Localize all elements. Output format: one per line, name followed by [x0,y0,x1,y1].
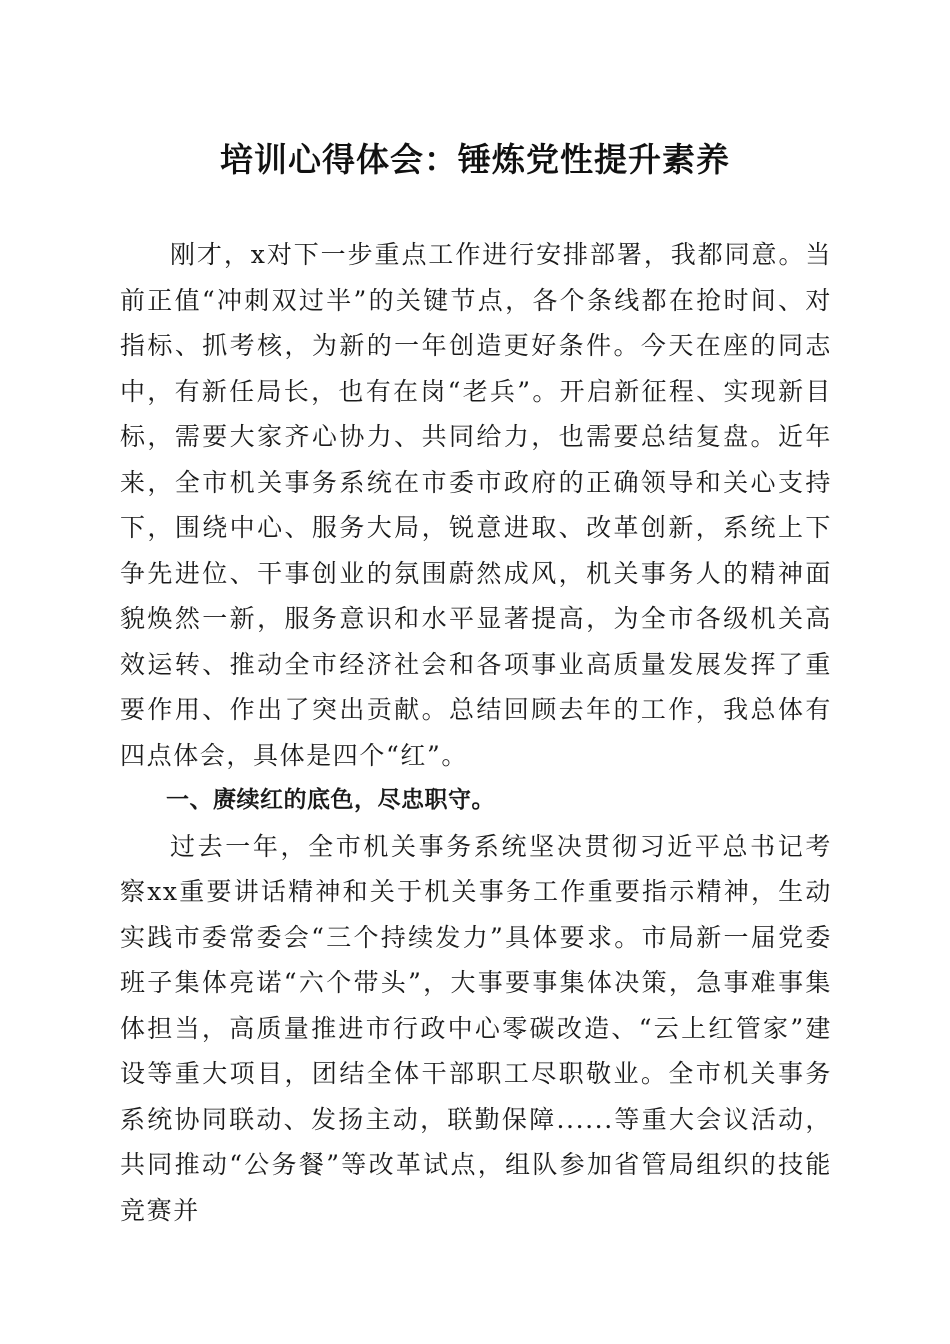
intro-paragraph: 刚才，x对下一步重点工作进行安排部署，我都同意。当前正值“冲刺双过半”的关键节点，各个条线都在抢时间、对指标、抓考核，为新的一年创造更好条件。今天在座的同志中，有新任局长，也有在岗“老兵”。开启新征程、实现新目标，需要大家齐心协力、共同给力，也需要总结复盘。近年来，全市机关事务系统在市委市政府的正确领导和关心支持下，围绕中心、服务大局，锐意进取、改革创新，系统上下争先进位、干事创业的氛围蔚然成风，机关事务人的精神面貌焕然一新，服务意识和水平显著提高，为全市各级机关高效运转、推动全市经济社会和各项事业高质量发展发挥了重要作用、作出了突出贡献。总结回顾去年的工作，我总体有四点体会，具体是四个“红”。 [120,240,832,770]
document-body [120,232,832,1233]
document-title: 培训心得体会：锤炼党性提升素养 [220,140,730,179]
section-heading: 一、赓续红的底色，尽忠职守。 [166,787,495,813]
section-paragraph: 过去一年，全市机关事务系统坚决贯彻习近平总书记考察xx重要讲话精神和关于机关事务工作重要指示精神，生动实践市委常委会“三个持续发力”具体要求。市局新一届党委班子集体亮诺“六个带头”，大事要事集体决策，急事难事集体担当，高质量推进市行政中心零碳改造、“云上红管家”建设等重大项目，团结全体干部职工尽职敬业。全市机关事务系统协同联动、发扬主动，联勤保障......等重大会议活动，共同推动“公务餐”等改革试点，组队参加省管局组织的技能竞赛并 [120,831,832,1225]
